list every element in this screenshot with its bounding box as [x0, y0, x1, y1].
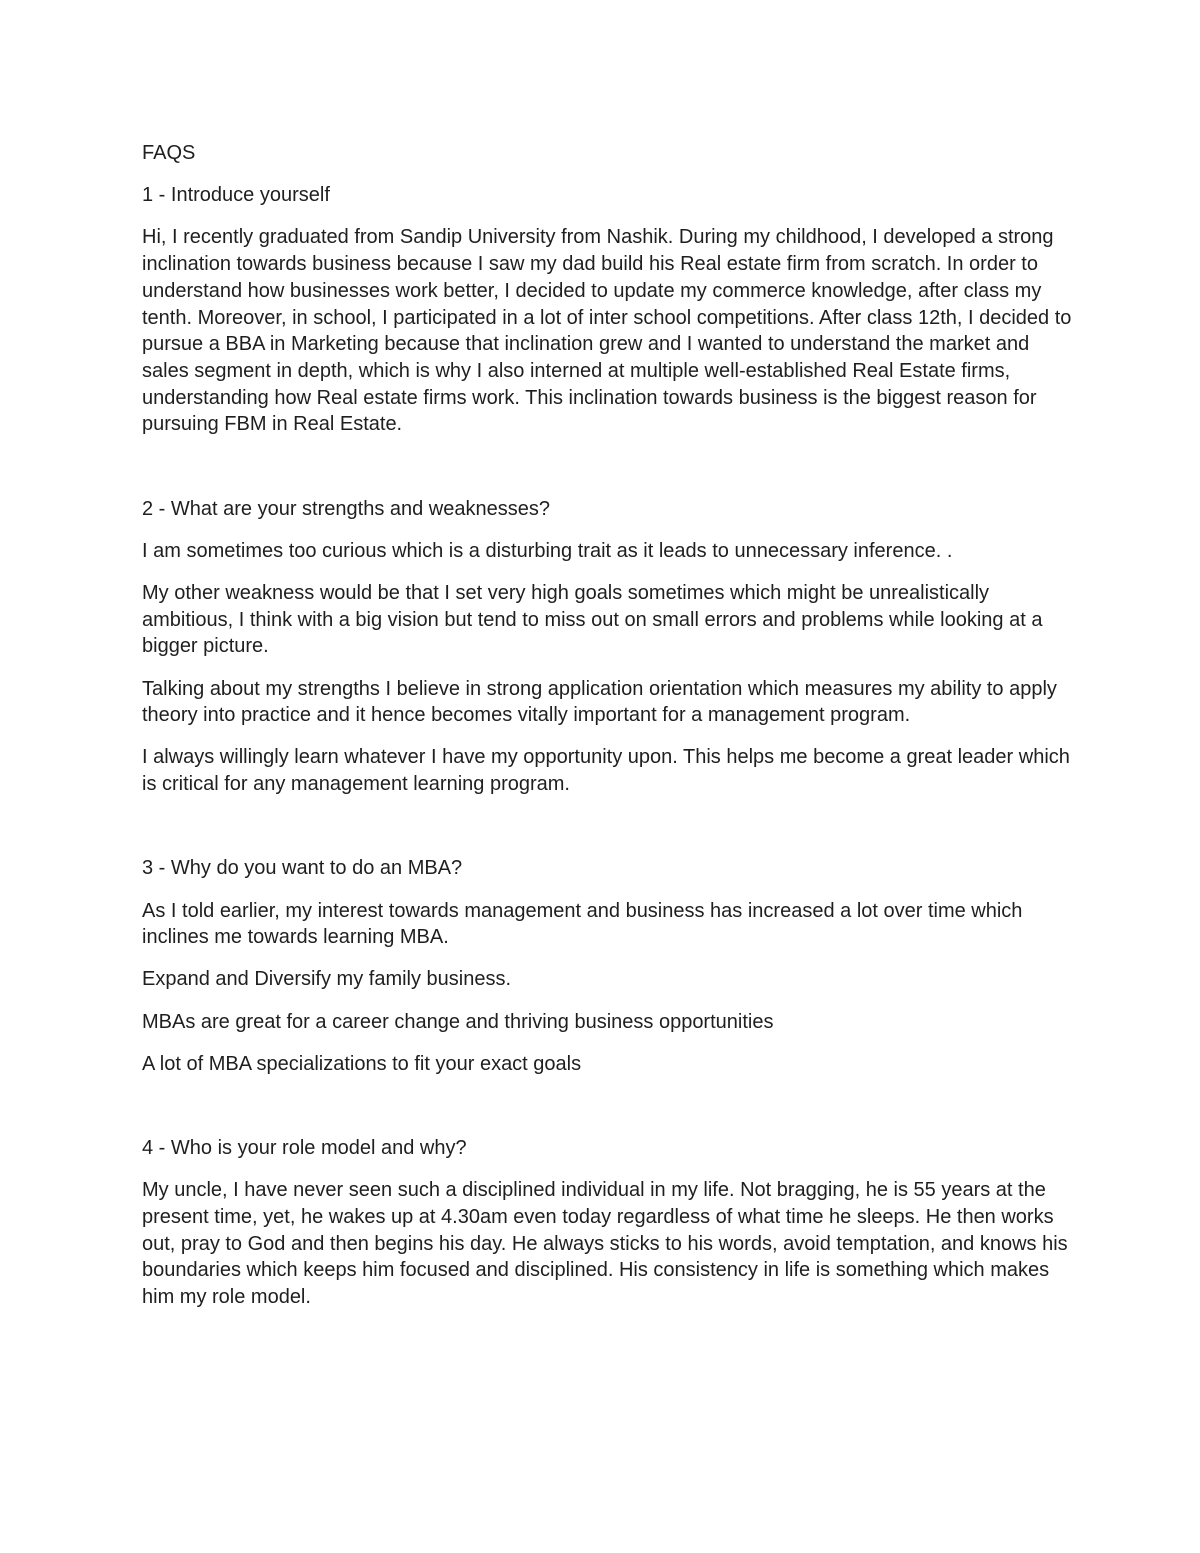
faq-section-1 — [142, 182, 1072, 438]
faq-section-3 — [142, 855, 1072, 1077]
faq-answer-paragraph: I always willingly learn whatever I have my opportunity upon. This helps me become a great leader which is critical for any management learning program. — [142, 746, 1070, 796]
faq-answer-paragraph: A lot of MBA specializations to fit your exact goals — [142, 1052, 582, 1075]
faq-answer-paragraph: Talking about my strengths I believe in strong application orientation which measures my ability to apply theory into practice and it hence becomes vitally important for a management program. — [142, 677, 1057, 727]
faq-answer-paragraph: Hi, I recently graduated from Sandip University from Nashik. During my childhood, I developed a strong inclination towards business because I saw my dad build his Real estate firm from scratch. In order to understand how businesses work better, I decided to update my commerce knowledge, after class my tenth. Moreover, in school, I participated in a lot of inter school competitions. After class 12th, I decided to pursue a BBA in Marketing because that inclination grew and I wanted to understand the market and sales segment in depth, which is why I also interned at multiple well-established Real Estate firms, understanding how Real estate firms work. This inclination towards business is the biggest reason for pursuing FBM in Real Estate. — [142, 226, 1072, 436]
faq-answer-paragraph: MBAs are great for a career change and thriving business opportunities — [142, 1010, 774, 1033]
faq-answer-paragraph: My uncle, I have never seen such a disciplined individual in my life. Not bragging, he is 55 years at the present time, yet, he wakes up at 4.30am even today regardless of what time he sleeps. He then works out, pray to God and then begins his day. He always sticks to his words, avoid temptation, and knows his boundaries which keeps him focused and disciplined. His consistency in life is something which makes him my role model. — [142, 1179, 1068, 1309]
faq-answer-paragraph: My other weakness would be that I set very high goals sometimes which might be unrealistically ambitious, I think with a big vision but tend to miss out on small errors and problems while looking at a bigger picture. — [142, 581, 1043, 658]
faq-answer-paragraph: Expand and Diversify my family business. — [142, 968, 512, 991]
faq-answer-paragraph: I am sometimes too curious which is a disturbing trait as it leads to unnecessary inference. . — [142, 539, 953, 562]
faq-section-2 — [142, 496, 1072, 798]
section-spacer — [142, 813, 1072, 855]
faq-question: 2 - What are your strengths and weaknesses? — [142, 497, 550, 520]
section-spacer — [142, 1093, 1072, 1135]
faq-question: 4 - Who is your role model and why? — [142, 1137, 467, 1160]
document-title: FAQS — [142, 142, 196, 164]
section-spacer — [142, 454, 1072, 496]
faq-question: 1 - Introduce yourself — [142, 184, 330, 207]
faq-question: 3 - Why do you want to do an MBA? — [142, 857, 463, 880]
document-body — [142, 140, 1072, 1326]
faq-section-4 — [142, 1135, 1072, 1311]
faq-answer-paragraph: As I told earlier, my interest towards management and business has increased a lot over time which inclines me towards learning MBA. — [142, 899, 1023, 949]
